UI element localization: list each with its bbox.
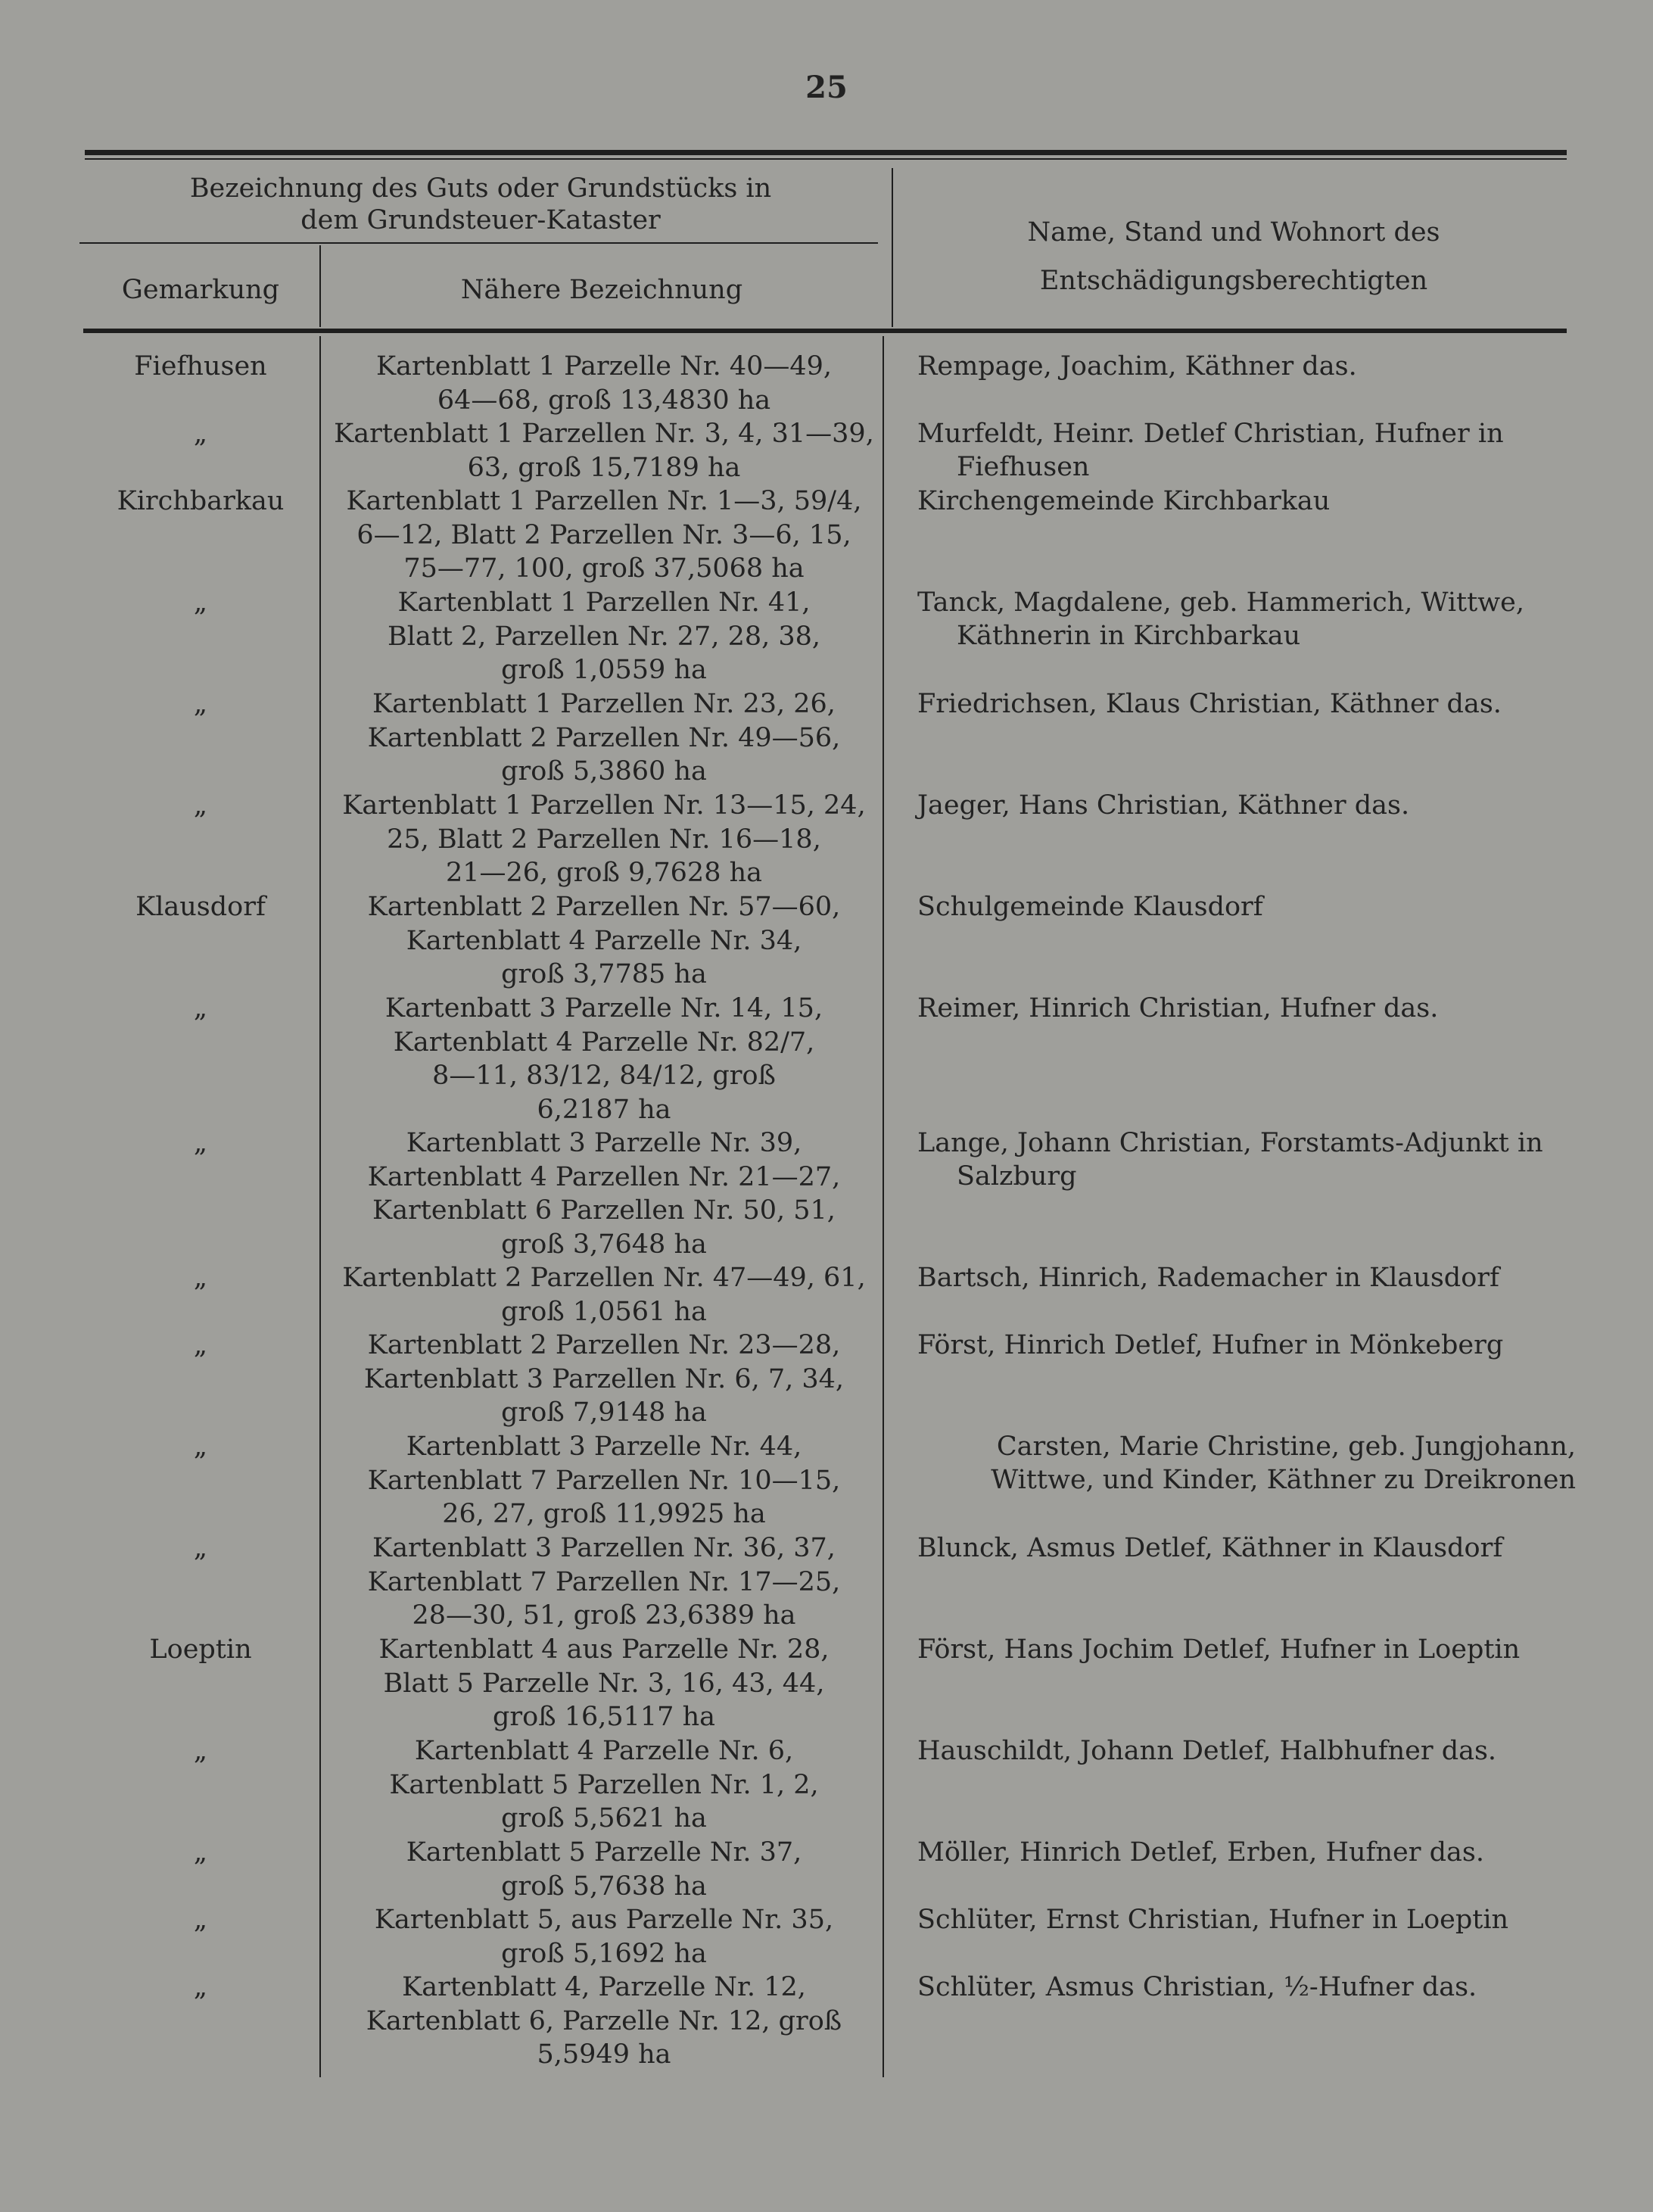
bezeichnung-cell bbox=[316, 484, 892, 586]
name-line: Reimer, Hinrich Christian, Hufner das. bbox=[917, 993, 1439, 1023]
bezeichnung-cell bbox=[316, 1633, 892, 1734]
header-sep-2 bbox=[892, 168, 893, 327]
bezeichnung-cell bbox=[316, 1126, 892, 1261]
gemarkung-cell: „ bbox=[193, 1263, 208, 1293]
bezeichnung-cell bbox=[316, 1430, 892, 1531]
bez-line: 6,2187 ha bbox=[537, 1094, 671, 1125]
name-line: Lange, Johann Christian, Forstamts-Adjunkt in bbox=[917, 1128, 1543, 1158]
name-cell bbox=[917, 1903, 1576, 1936]
name-line: Carsten, Marie Christine, geb. Jungjohann, bbox=[996, 1432, 1576, 1462]
name-line: Käthnerin in Kirchbarkau bbox=[957, 621, 1301, 651]
bez-line: 75—77, 100, groß 37,5068 ha bbox=[403, 553, 805, 584]
gemarkung-cell: Loeptin bbox=[149, 1634, 252, 1665]
bez-line: 5,5949 ha bbox=[537, 2039, 671, 2070]
name-cell bbox=[917, 789, 1576, 822]
name-line: Schulgemeinde Klausdorf bbox=[917, 892, 1263, 922]
gemarkung-cell: Kirchbarkau bbox=[117, 486, 285, 516]
bez-line: Kartenblatt 3 Parzellen Nr. 36, 37, bbox=[372, 1533, 836, 1563]
table-row bbox=[0, 1329, 1653, 1430]
name-line: Friedrichsen, Klaus Christian, Käthner das. bbox=[917, 689, 1502, 719]
bezeichnung-cell bbox=[316, 687, 892, 789]
name-line: Först, Hans Jochim Detlef, Hufner in Loeptin bbox=[917, 1634, 1521, 1665]
bez-line: 63, groß 15,7189 ha bbox=[467, 452, 741, 483]
table-row bbox=[0, 417, 1653, 484]
bezeichnung-cell bbox=[316, 1531, 892, 1633]
bez-line: groß 16,5117 ha bbox=[493, 1702, 715, 1732]
bez-line: groß 1,0561 ha bbox=[501, 1296, 707, 1327]
bez-line: Kartenblatt 4 Parzelle Nr. 34, bbox=[406, 925, 802, 956]
header-name-stand bbox=[893, 208, 1574, 305]
name-line: Tanck, Magdalene, geb. Hammerich, Wittwe, bbox=[917, 587, 1524, 618]
bez-line: groß 3,7785 ha bbox=[501, 959, 707, 989]
bez-line: groß 5,7638 ha bbox=[501, 1871, 707, 1902]
bez-line: Kartenblatt 1 Parzellen Nr. 3, 4, 31—39, bbox=[334, 419, 874, 449]
name-cell bbox=[917, 1734, 1576, 1768]
table-row bbox=[0, 890, 1653, 992]
table-row bbox=[0, 1126, 1653, 1261]
name-line: Salzburg bbox=[957, 1161, 1077, 1192]
bez-line: Kartenblatt 1 Parzellen Nr. 23, 26, bbox=[372, 689, 836, 719]
name-cell bbox=[917, 890, 1576, 924]
top-rule-thin bbox=[85, 158, 1567, 160]
bez-line: 6—12, Blatt 2 Parzellen Nr. 3—6, 15, bbox=[356, 519, 851, 550]
bez-line: Kartenblatt 4 Parzelle Nr. 6, bbox=[414, 1736, 794, 1766]
gemarkung-cell: „ bbox=[193, 587, 208, 618]
bez-line: Kartenblatt 3 Parzelle Nr. 39, bbox=[406, 1128, 802, 1158]
bez-line: Kartenblatt 7 Parzellen Nr. 10—15, bbox=[367, 1465, 841, 1496]
bez-line: Blatt 5 Parzelle Nr. 3, 16, 43, 44, bbox=[383, 1668, 825, 1699]
name-line: Först, Hinrich Detlef, Hufner in Mönkeberg bbox=[917, 1330, 1504, 1360]
gemarkung-cell: „ bbox=[193, 1330, 208, 1360]
table-row bbox=[0, 1903, 1653, 1971]
bez-line: Kartenblatt 2 Parzellen Nr. 23—28, bbox=[367, 1330, 841, 1360]
bezeichnung-cell bbox=[316, 586, 892, 687]
bez-line: groß 5,1692 ha bbox=[501, 1938, 707, 1969]
gemarkung-cell: „ bbox=[193, 1972, 208, 2002]
gemarkung-cell: „ bbox=[193, 1905, 208, 1935]
bez-line: Kartenblatt 4 Parzellen Nr. 21—27, bbox=[367, 1161, 841, 1192]
name-cell bbox=[917, 687, 1576, 721]
header-group-title-line1: Bezeichnung des Guts oder Grundstücks in bbox=[189, 173, 772, 204]
name-cell bbox=[917, 1329, 1576, 1362]
name-cell bbox=[917, 992, 1576, 1025]
gemarkung-cell: „ bbox=[193, 1533, 208, 1563]
bez-line: Kartenblatt 7 Parzellen Nr. 17—25, bbox=[367, 1566, 841, 1597]
bez-line: 26, 27, groß 11,9925 ha bbox=[442, 1499, 766, 1529]
bez-line: Kartenblatt 1 Parzellen Nr. 41, bbox=[397, 587, 811, 618]
bez-line: groß 3,7648 ha bbox=[501, 1229, 707, 1260]
bez-line: Kartenblatt 6 Parzellen Nr. 50, 51, bbox=[372, 1195, 836, 1226]
bez-line: groß 1,0559 ha bbox=[501, 655, 707, 685]
header-subrule bbox=[79, 242, 878, 244]
bez-line: Kartenblatt 5 Parzellen Nr. 1, 2, bbox=[389, 1769, 819, 1800]
bez-line: Kartenblatt 4, Parzelle Nr. 12, bbox=[402, 1972, 806, 2002]
bez-line: Kartenblatt 5 Parzelle Nr. 37, bbox=[406, 1837, 802, 1868]
name-line: Jaeger, Hans Christian, Käthner das. bbox=[917, 790, 1410, 821]
table-row bbox=[0, 1836, 1653, 1903]
bezeichnung-cell bbox=[316, 1836, 892, 1903]
name-line: Fiefhusen bbox=[957, 452, 1090, 482]
table-body bbox=[0, 350, 1653, 2072]
gemarkung-cell: „ bbox=[193, 1128, 208, 1158]
bez-line: 28—30, 51, groß 23,6389 ha bbox=[412, 1600, 796, 1631]
name-cell bbox=[917, 484, 1576, 518]
header-gemarkung: Gemarkung bbox=[121, 275, 280, 305]
bez-line: Kartenblatt 4 aus Parzelle Nr. 28, bbox=[378, 1634, 830, 1665]
bez-line: 21—26, groß 9,7628 ha bbox=[445, 858, 763, 888]
bez-line: 8—11, 83/12, 84/12, groß bbox=[432, 1061, 776, 1091]
table-row bbox=[0, 586, 1653, 687]
header-group-title-line2: dem Grundsteuer-Kataster bbox=[300, 205, 661, 235]
bez-line: Kartenblatt 2 Parzellen Nr. 49—56, bbox=[367, 722, 841, 753]
gemarkung-cell: „ bbox=[193, 1837, 208, 1868]
table-row bbox=[0, 1734, 1653, 1836]
bez-line: groß 7,9148 ha bbox=[501, 1397, 707, 1428]
gemarkung-cell: „ bbox=[193, 790, 208, 821]
table-row bbox=[0, 992, 1653, 1126]
bez-line: Kartenblatt 1 Parzellen Nr. 1—3, 59/4, bbox=[346, 486, 862, 516]
bez-line: Kartenblatt 2 Parzellen Nr. 47—49, 61, bbox=[342, 1263, 866, 1293]
name-cell bbox=[917, 1836, 1576, 1869]
header-group-title bbox=[83, 173, 878, 236]
table-row bbox=[0, 1633, 1653, 1734]
bez-line: Kartenblatt 1 Parzelle Nr. 40—49, bbox=[375, 351, 833, 382]
top-rule bbox=[85, 150, 1567, 155]
bezeichnung-cell bbox=[316, 992, 892, 1126]
bezeichnung-cell bbox=[316, 789, 892, 890]
bezeichnung-cell bbox=[316, 1261, 892, 1329]
bez-line: Kartenblatt 4 Parzelle Nr. 82/7, bbox=[393, 1027, 815, 1058]
gemarkung-cell: „ bbox=[193, 1736, 208, 1766]
name-cell bbox=[917, 1633, 1576, 1666]
name-line: Möller, Hinrich Detlef, Erben, Hufner das. bbox=[917, 1837, 1484, 1868]
bez-line: Kartenblatt 5, aus Parzelle Nr. 35, bbox=[374, 1905, 834, 1935]
name-line: Hauschildt, Johann Detlef, Halbhufner das. bbox=[917, 1736, 1497, 1766]
bez-line: Kartenblatt 1 Parzellen Nr. 13—15, 24, bbox=[342, 790, 866, 821]
name-line: Schlüter, Asmus Christian, ½-Hufner das. bbox=[917, 1972, 1477, 2002]
name-line: Wittwe, und Kinder, Käthner zu Dreikronen bbox=[991, 1465, 1576, 1495]
page-number: 25 bbox=[805, 70, 848, 105]
name-cell bbox=[917, 1261, 1576, 1294]
bez-line: Kartenbatt 3 Parzelle Nr. 14, 15, bbox=[384, 993, 823, 1023]
header-naehere: Nähere Bezeichnung bbox=[460, 275, 743, 305]
table-row bbox=[0, 1261, 1653, 1329]
name-line: Schlüter, Ernst Christian, Hufner in Loeptin bbox=[917, 1905, 1509, 1935]
bez-line: Kartenblatt 2 Parzellen Nr. 57—60, bbox=[367, 892, 841, 922]
bezeichnung-cell bbox=[316, 890, 892, 992]
gemarkung-cell: „ bbox=[193, 689, 208, 719]
bezeichnung-cell bbox=[316, 350, 892, 417]
gemarkung-cell: Fiefhusen bbox=[134, 351, 267, 382]
name-cell bbox=[917, 1531, 1576, 1565]
name-line: Bartsch, Hinrich, Rademacher in Klausdorf bbox=[917, 1263, 1499, 1293]
bezeichnung-cell bbox=[316, 1329, 892, 1430]
table-row bbox=[0, 350, 1653, 417]
name-cell bbox=[917, 417, 1576, 484]
header-sep-1 bbox=[319, 245, 321, 327]
name-cell bbox=[917, 1430, 1576, 1497]
bez-line: Blatt 2, Parzellen Nr. 27, 28, 38, bbox=[387, 621, 821, 652]
table-row bbox=[0, 789, 1653, 890]
header-name-line2: Entschädigungsberechtigten bbox=[1039, 266, 1428, 296]
bezeichnung-cell bbox=[316, 417, 892, 484]
name-cell bbox=[917, 1971, 1576, 2004]
name-cell bbox=[917, 586, 1576, 653]
name-line: Kirchengemeinde Kirchbarkau bbox=[917, 486, 1331, 516]
header-bottom-rule bbox=[83, 329, 1567, 333]
bez-line: groß 5,5621 ha bbox=[501, 1803, 707, 1833]
bezeichnung-cell bbox=[316, 1903, 892, 1971]
name-cell bbox=[917, 350, 1576, 383]
table-row bbox=[0, 1531, 1653, 1633]
name-cell bbox=[917, 1126, 1576, 1193]
bez-line: Kartenblatt 6, Parzelle Nr. 12, groß bbox=[366, 2005, 842, 2036]
bez-line: Kartenblatt 3 Parzellen Nr. 6, 7, 34, bbox=[363, 1363, 845, 1394]
bez-line: groß 5,3860 ha bbox=[501, 756, 707, 787]
header-name-line1: Name, Stand und Wohnort des bbox=[1027, 217, 1440, 248]
table-row bbox=[0, 687, 1653, 789]
table-row bbox=[0, 1971, 1653, 2072]
bezeichnung-cell bbox=[316, 1734, 892, 1836]
bez-line: 25, Blatt 2 Parzellen Nr. 16—18, bbox=[387, 824, 821, 855]
gemarkung-cell: „ bbox=[193, 993, 208, 1023]
name-line: Blunck, Asmus Detlef, Käthner in Klausdorf bbox=[917, 1533, 1503, 1563]
gemarkung-cell: „ bbox=[193, 1432, 208, 1462]
name-line: Murfeldt, Heinr. Detlef Christian, Hufner in bbox=[917, 419, 1504, 449]
bez-line: 64—68, groß 13,4830 ha bbox=[437, 385, 771, 416]
name-line: Rempage, Joachim, Käthner das. bbox=[917, 351, 1357, 382]
table-row bbox=[0, 1430, 1653, 1531]
gemarkung-cell: Klausdorf bbox=[135, 892, 266, 922]
gemarkung-cell: „ bbox=[193, 419, 208, 449]
table-row bbox=[0, 484, 1653, 586]
bez-line: Kartenblatt 3 Parzelle Nr. 44, bbox=[406, 1432, 802, 1462]
bezeichnung-cell bbox=[316, 1971, 892, 2072]
